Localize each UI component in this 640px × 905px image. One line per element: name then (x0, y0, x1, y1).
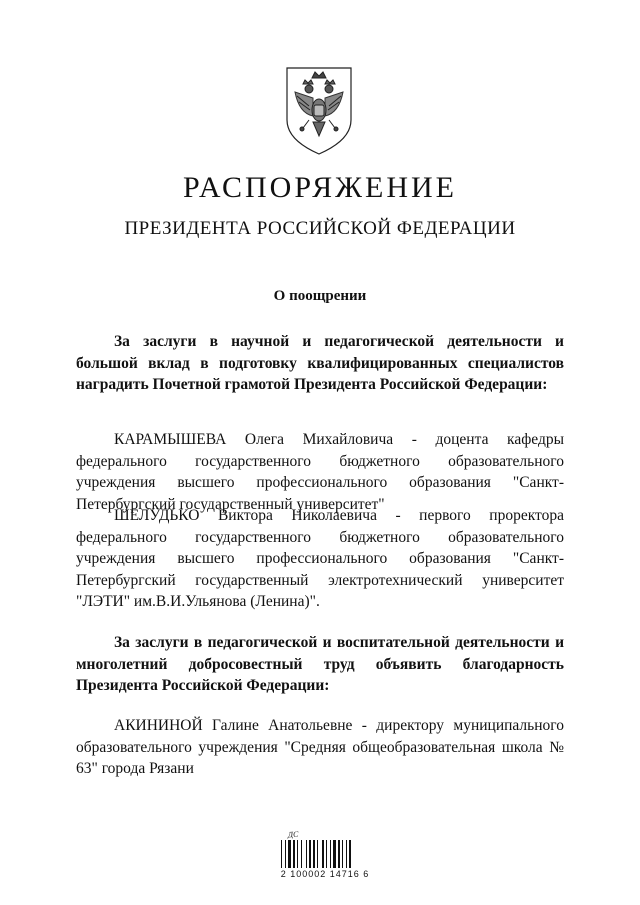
paragraph-awardee-karamyshev: КАРАМЫШЕВА Олега Михайловича - доцента кафедры федерального государственного бюджетного образовательного учреждения высшего профессионального образования "Санкт-Петербургский государственный университет" (76, 431, 564, 513)
document-title: РАСПОРЯЖЕНИЕ (182, 171, 458, 204)
document-heading: О поощрении (273, 288, 367, 304)
barcode-icon (280, 840, 370, 868)
paragraph-award-intro: За заслуги в научной и педагогической деятельности и большой вклад в подготовку квалифицированных специалистов наградить Почетной грамотой Президента Российской Федерации: (76, 333, 564, 393)
coat-of-arms-icon (279, 58, 359, 158)
footer-mark: ДС (287, 829, 299, 840)
paragraph-gratitude-intro: За заслуги в педагогической и воспитательной деятельности и многолетний добросовестный труд объявить благодарность Президента Российской Федерации: (76, 634, 564, 694)
paragraph-awardee-shelud'ko: ШЕЛУДЬКО Виктора Николаевича - первого проректора федерального государственного бюджетного образовательного учреждения высшего профессионального образования "Санкт-Петербургский государственный электротехнический университет "ЛЭТИ" им.В.И.Ульянова (Ленина)". (76, 507, 564, 610)
barcode-number: 2 100002 14716 6 (280, 869, 370, 879)
paragraph-gratitude-akinina: АКИНИНОЙ Галине Анатольевне - директору муниципального образовательного учреждения "Средняя общеобразовательная школа № 63" города Рязани (76, 717, 564, 777)
document-subtitle: ПРЕЗИДЕНТА РОССИЙСКОЙ ФЕДЕРАЦИИ (124, 218, 516, 239)
